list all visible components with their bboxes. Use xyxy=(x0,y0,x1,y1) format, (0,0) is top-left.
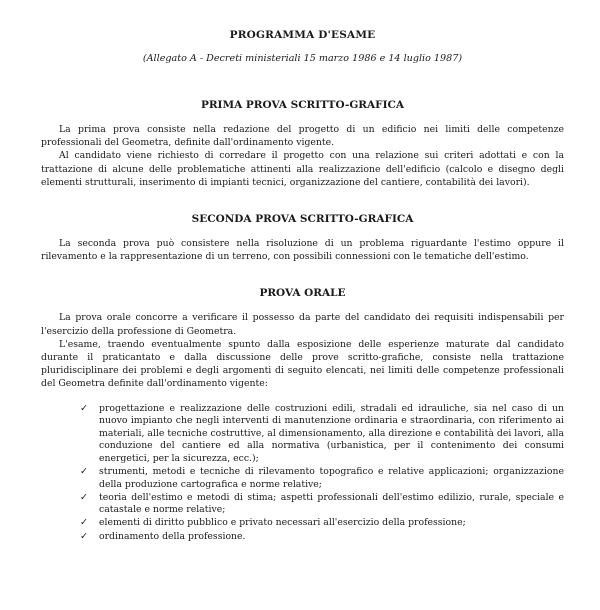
section-heading-prova-orale: PROVA ORALE xyxy=(259,287,346,300)
check-icon: ✓ xyxy=(80,466,88,478)
list-item-text: teoria dell'estimo e metodi di stima; aspetti professionali dell'estimo edilizio, rurale, speciale e catastale e norme relative; xyxy=(99,491,564,516)
section-heading-prima-prova: PRIMA PROVA SCRITTO-GRAFICA xyxy=(200,99,405,111)
list-item xyxy=(80,530,564,544)
list-item-text: strumenti, metodi e tecniche di rilevamento topografico e relative applicazioni; organizzazione della produzione cartografica e norme relative; xyxy=(99,466,564,490)
paragraph: La prova orale concorre a verificare il possesso da parte del candidato dei requisiti indispensabili per l'esercizio della professione di Geometra. xyxy=(41,312,564,337)
list-item-text: ordinamento della professione. xyxy=(99,530,246,542)
check-icon: ✓ xyxy=(80,530,88,542)
paragraph: L'esame, traendo eventualmente spunto dalla esposizione delle esperienze maturate dal candidato durante il praticantato e dalla discussione delle prove scritto-grafiche, consiste nella trattazione pluridisciplinare dei problemi e degli argomenti di seguito elencati, nei limiti delle competenze professionali del Geometra definite dall'ordinamento vigente: xyxy=(41,338,564,390)
check-icon: ✓ xyxy=(80,491,88,503)
list-item-text: elementi di diritto pubblico e privato necessari all'esercizio della professione; xyxy=(99,517,466,529)
paragraph: La prima prova consiste nella redazione del progetto di un edificio nei limiti delle competenze professionali del Geometra, definite dall'ordinamento vigente. xyxy=(41,124,564,149)
list-item xyxy=(80,466,564,491)
paragraph: La seconda prova può consistere nella risoluzione di un problema riguardante l'estimo oppure il rilevamento e la rappresentazione di un terreno, con possibili connessioni con le tematiche dell'estimo. xyxy=(41,238,564,263)
list-item xyxy=(80,491,564,517)
list-item-text: progettazione e realizzazione delle costruzioni edili, stradali ed idrauliche, sia nel caso di un nuovo impianto che negli interventi di manutenzione ordinaria e straordinaria, con riferimento ai materiali, alle tecniche costruttive, al dimensionamento, alla direzione e contabilità dei lavori, alla conduzione del cantiere ed alla normativa (urbanistica, per il contenimento dei consumi energetici, per la sicurezza, ecc.); xyxy=(99,402,564,465)
paragraph: Al candidato viene richiesto di corredare il progetto con una relazione sui criteri adottati e con la trattazione di alcune delle problematiche attinenti alla realizzazione dell'edificio (calcolo e disegno degli elementi strutturali, inserimento di impianti tecnici, organizzazione del cantiere, contabilità dei lavori). xyxy=(41,150,564,188)
check-icon: ✓ xyxy=(80,402,88,414)
oral-exam-topics-list xyxy=(41,403,564,544)
document-subtitle: (Allegato A - Decreti ministeriali 15 marzo 1986 e 14 luglio 1987) xyxy=(142,53,463,64)
list-item xyxy=(80,402,564,466)
list-item xyxy=(80,517,564,530)
check-icon: ✓ xyxy=(80,517,88,529)
section-heading-seconda-prova: SECONDA PROVA SCRITTO-GRAFICA xyxy=(191,213,414,226)
document-title: PROGRAMMA D'ESAME xyxy=(229,29,376,41)
